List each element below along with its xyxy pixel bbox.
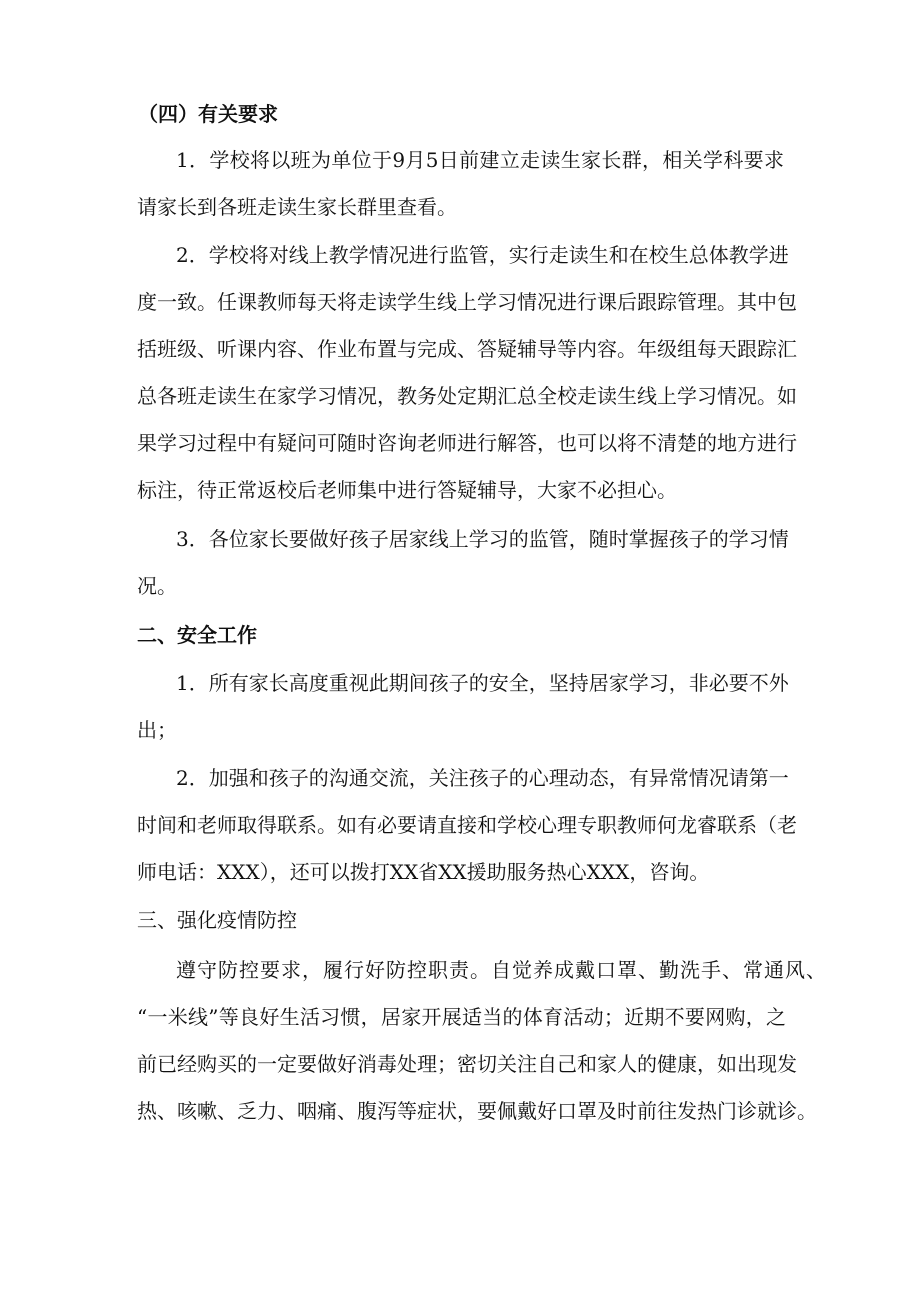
requirement-2-line-4: 总各班走读生在家学习情况，教务处定期汇总全校走读生线上学习情况。如	[137, 384, 797, 408]
requirement-2-line-1: 2．学校将对线上教学情况进行监管，实行走读生和在校生总体教学进	[176, 243, 789, 267]
requirement-3-line-2: 况。	[137, 574, 177, 598]
epidemic-line-3: 前已经购买的一定要做好消毒处理；密切关注自己和家人的健康，如出现发	[137, 1052, 797, 1076]
requirement-2-line-3: 括班级、听课内容、作业布置与完成、答疑辅导等内容。年级组每天跟踪汇	[137, 337, 797, 361]
section-heading-epidemic-control: 三、强化疫情防控	[137, 908, 297, 932]
safety-2-line-1: 2．加强和孩子的沟通交流，关注孩子的心理动态，有异常情况请第一	[176, 766, 789, 790]
requirement-2-line-5: 果学习过程中有疑问可随时咨询老师进行解答，也可以将不清楚的地方进行	[137, 431, 797, 455]
epidemic-line-4: 热、咳嗽、乏力、咽痛、腹泻等症状，要佩戴好口罩及时前往发热门诊就诊。	[137, 1099, 817, 1123]
safety-2-line-3: 师电话：XXX），还可以拨打XX省XX援助服务热心XXX，咨询。	[137, 860, 710, 884]
safety-2-line-2: 时间和老师取得联系。如有必要请直接和学校心理专职教师何龙睿联系（老	[137, 813, 797, 837]
safety-1-line-2: 出；	[137, 718, 177, 742]
section-heading-requirements: （四）有关要求	[138, 102, 278, 126]
requirement-2-line-6: 标注，待正常返校后老师集中进行答疑辅导，大家不必担心。	[137, 478, 677, 502]
requirement-3-line-1: 3．各位家长要做好孩子居家线上学习的监管，随时掌握孩子的学习情	[176, 527, 789, 551]
requirement-1-line-2: 请家长到各班走读生家长群里查看。	[137, 195, 457, 219]
requirement-2-line-2: 度一致。任课教师每天将走读学生线上学习情况进行课后跟踪管理。其中包	[137, 290, 797, 314]
section-heading-safety: 二、安全工作	[137, 623, 257, 647]
epidemic-line-2: “一米线”等良好生活习惯，居家开展适当的体育活动；近期不要网购，之	[137, 1005, 786, 1029]
safety-1-line-1: 1．所有家长高度重视此期间孩子的安全，坚持居家学习，非必要不外	[176, 671, 789, 695]
requirement-1-line-1: 1．学校将以班为单位于9月5日前建立走读生家长群，相关学科要求	[176, 148, 784, 172]
epidemic-line-1: 遵守防控要求，履行好防控职责。自觉养成戴口罩、勤洗手、常通风、	[176, 958, 826, 982]
